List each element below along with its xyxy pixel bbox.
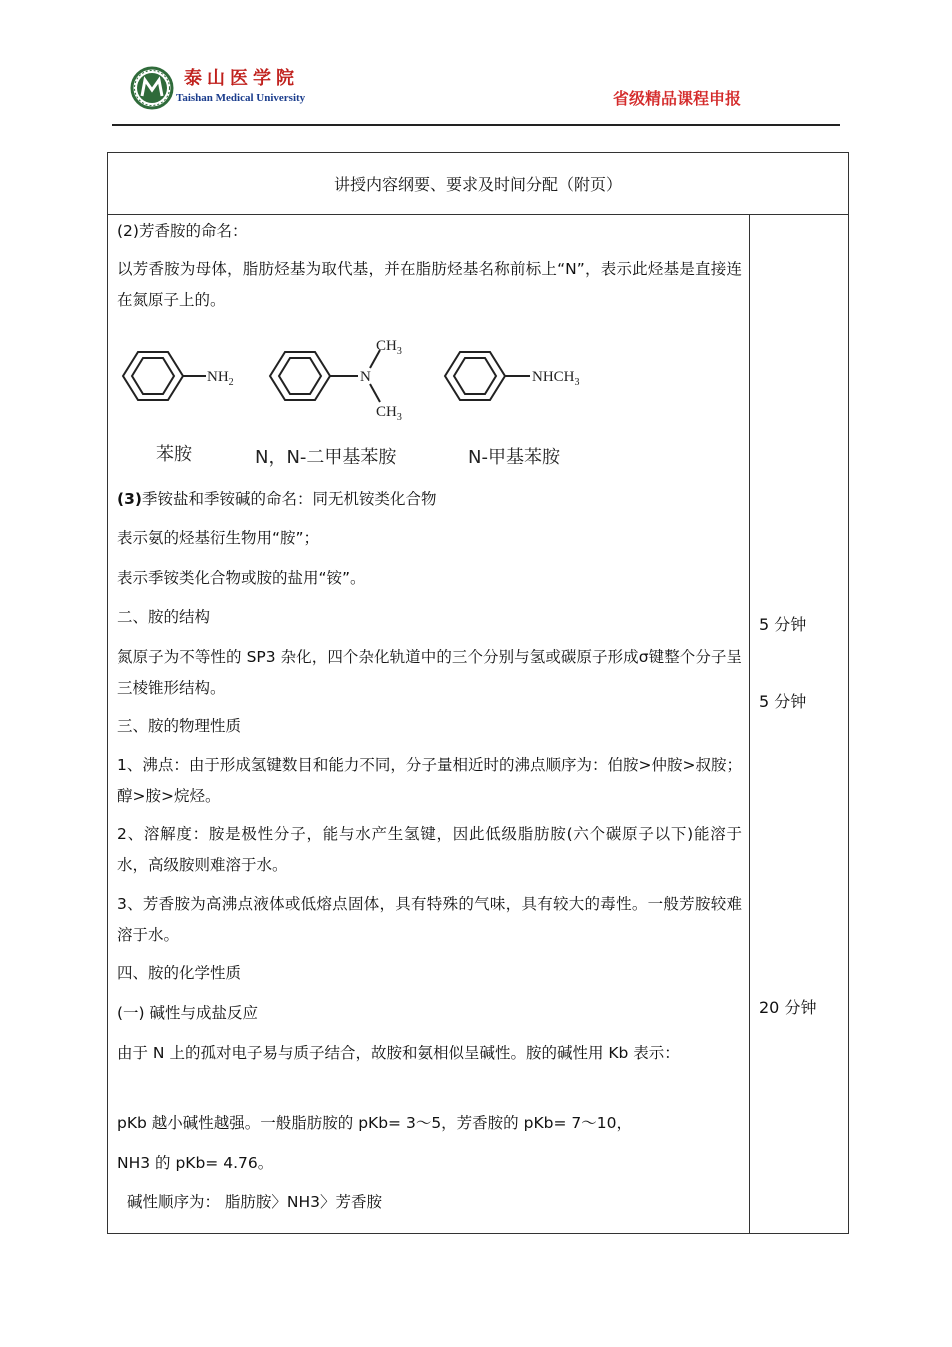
structure-label: NH bbox=[207, 369, 229, 385]
school-name-en: Taishan Medical University bbox=[176, 92, 306, 104]
structure-label: CH bbox=[376, 338, 397, 354]
svg-text:CH3 bbox=[376, 404, 402, 423]
section-heading: 二、胺的结构 bbox=[117, 608, 211, 626]
header-divider bbox=[112, 124, 840, 126]
paragraph: 2、溶解度：胺是极性分子，能与水产生氢键，因此低级脂肪胺(六个碳原子以下)能溶于水，高级胺则难溶于水。 bbox=[117, 825, 742, 874]
section-heading: 三、胺的物理性质 bbox=[117, 717, 242, 735]
structure-label: N bbox=[360, 369, 371, 385]
structure-caption: N，N-二甲基苯胺 bbox=[255, 447, 397, 468]
page-header bbox=[0, 0, 952, 130]
structure-subscript: 3 bbox=[396, 346, 402, 357]
paragraph: 以芳香胺为母体，脂肪烃基为取代基，并在脂肪烃基名称前标上“N”，表示此烃基是直接连在氮原子上的。 bbox=[117, 260, 742, 309]
paragraph: NH3 的 pKb= 4.76。 bbox=[117, 1154, 274, 1172]
structure-subscript: 3 bbox=[574, 377, 580, 388]
school-name-cn: 泰山医学院 bbox=[184, 68, 299, 89]
structure-label: NHCH bbox=[532, 369, 575, 385]
paragraph: 由于 N 上的孤对电子易与质子结合，故胺和氨相似呈碱性。胺的碱性用 Kb 表示： bbox=[117, 1044, 680, 1062]
time-allocation: 20 分钟 bbox=[759, 998, 817, 1017]
svg-text:NHCH3 bbox=[532, 369, 580, 388]
paragraph: 表示季铵类化合物或胺的盐用“铵”。 bbox=[117, 569, 366, 587]
section-heading: 四、胺的化学性质 bbox=[117, 964, 242, 982]
structure-caption: N-甲基苯胺 bbox=[468, 447, 560, 468]
time-allocation: 5 分钟 bbox=[759, 615, 807, 634]
paragraph: pKb 越小碱性越强。一般脂肪胺的 pKb= 3～5，芳香胺的 pKb= 7～10， bbox=[117, 1114, 632, 1132]
paragraph-text: 季铵盐和季铵碱的命名：同无机铵类化合物 bbox=[141, 490, 437, 508]
svg-text:NH2 bbox=[207, 369, 234, 388]
paragraph: 1、沸点：由于形成氢键数目和能力不同，分子量相近时的沸点顺序为：伯胺>仲胺>叔胺；醇>胺>烷烃。 bbox=[117, 756, 742, 805]
paragraph bbox=[117, 484, 742, 515]
column-divider bbox=[749, 214, 750, 1233]
lecture-outline-table bbox=[107, 152, 849, 1234]
table-title: 讲授内容纲要、要求及时间分配（附页） bbox=[108, 153, 848, 215]
paragraph: 表示氨的烃基衍生物用“胺”； bbox=[117, 529, 320, 547]
paragraph: 碱性顺序为： 脂肪胺〉NH3〉芳香胺 bbox=[127, 1193, 383, 1211]
structure-subscript: 3 bbox=[396, 412, 402, 423]
course-application-label: 省级精品课程申报 bbox=[613, 89, 742, 108]
structure-caption: 苯胺 bbox=[156, 444, 192, 465]
paragraph: (一) 碱性与成盐反应 bbox=[117, 1004, 259, 1022]
university-logo bbox=[130, 66, 174, 110]
svg-text:CH3 bbox=[376, 338, 402, 357]
structure-label: CH bbox=[376, 404, 397, 420]
time-allocation: 5 分钟 bbox=[759, 692, 807, 711]
paragraph: 3、芳香胺为高沸点液体或低熔点固体，具有特殊的气味，具有较大的毒性。一般芳胺较难溶于水。 bbox=[117, 895, 742, 944]
bold-prefix: (3) bbox=[117, 490, 142, 508]
paragraph: 氮原子为不等性的 SP3 杂化，四个杂化轨道中的三个分别与氢或碳原子形成σ键整个分子呈三棱锥形结构。 bbox=[117, 648, 742, 697]
structure-diagrams bbox=[118, 336, 598, 436]
paragraph: (2)芳香胺的命名： bbox=[117, 222, 248, 240]
structure-subscript: 2 bbox=[228, 377, 234, 388]
amine-structures bbox=[118, 336, 598, 471]
